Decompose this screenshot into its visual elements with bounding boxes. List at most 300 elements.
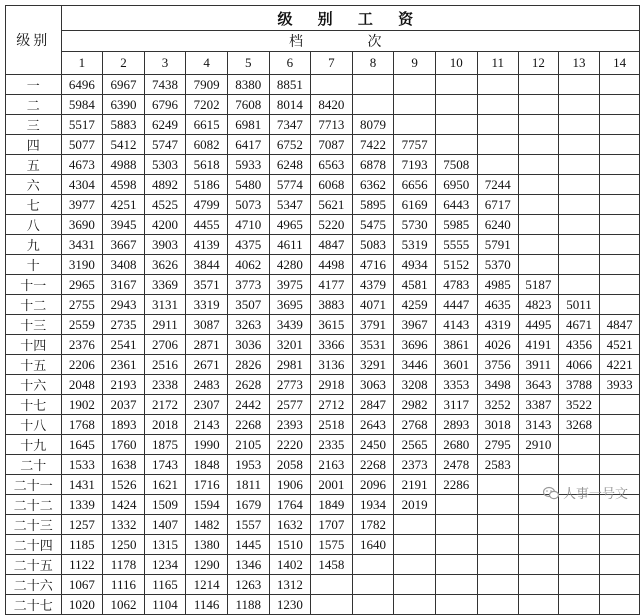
grade-label: 六 [6,175,62,195]
table-row [6,135,640,155]
salary-cell: 7202 [186,95,228,115]
table-row [6,375,640,395]
salary-cell: 6950 [435,175,477,195]
empty-cell [394,95,436,115]
empty-cell [477,555,519,575]
salary-cell: 6717 [477,195,519,215]
salary-cell: 5747 [144,135,186,155]
empty-cell [600,455,640,475]
band-header: 档 次 [61,31,639,52]
empty-cell [558,215,600,235]
salary-cell: 2286 [435,475,477,495]
salary-cell: 4671 [558,315,600,335]
wechat-icon [543,486,559,500]
empty-cell [558,455,600,475]
salary-cell: 3643 [519,375,559,395]
band-number: 12 [519,52,559,75]
empty-cell [435,595,477,615]
empty-cell [519,575,559,595]
salary-cell: 4455 [186,215,228,235]
table-row [6,415,640,435]
salary-cell: 3883 [311,295,353,315]
empty-cell [600,75,640,95]
table-row [6,295,640,315]
salary-cell: 2871 [186,335,228,355]
salary-cell: 1902 [61,395,103,415]
salary-cell: 4143 [435,315,477,335]
salary-cell: 4200 [144,215,186,235]
empty-cell [558,75,600,95]
grade-label: 二十七 [6,595,62,615]
salary-cell: 3408 [103,255,145,275]
salary-cell: 2376 [61,335,103,355]
salary-cell: 1290 [186,555,228,575]
salary-cell: 4710 [227,215,269,235]
salary-cell: 1764 [269,495,311,515]
salary-cell: 1509 [144,495,186,515]
salary-cell: 1640 [352,535,394,555]
salary-cell: 1510 [269,535,311,555]
salary-cell: 2096 [352,475,394,495]
empty-cell [352,575,394,595]
grade-label: 十九 [6,435,62,455]
salary-cell: 3431 [61,235,103,255]
salary-cell: 2893 [435,415,477,435]
empty-cell [394,535,436,555]
grade-label: 二十一 [6,475,62,495]
salary-cell: 5985 [435,215,477,235]
empty-cell [394,515,436,535]
salary-cell: 6563 [311,155,353,175]
salary-cell: 3773 [227,275,269,295]
salary-cell: 3131 [144,295,186,315]
salary-cell: 1332 [103,515,145,535]
grade-label: 十三 [6,315,62,335]
salary-cell: 4356 [558,335,600,355]
salary-cell: 3788 [558,375,600,395]
empty-cell [394,555,436,575]
salary-cell: 1557 [227,515,269,535]
salary-cell: 5370 [477,255,519,275]
salary-cell: 3626 [144,255,186,275]
empty-cell [519,555,559,575]
salary-cell: 2193 [103,375,145,395]
table-row [6,575,640,595]
salary-cell: 1250 [103,535,145,555]
salary-cell: 4823 [519,295,559,315]
salary-cell: 1263 [227,575,269,595]
salary-cell: 3756 [477,355,519,375]
band-number: 3 [144,52,186,75]
salary-cell: 2918 [311,375,353,395]
empty-cell [477,535,519,555]
empty-cell [600,575,640,595]
empty-cell [477,115,519,135]
salary-cell: 5895 [352,195,394,215]
salary-cell: 1312 [269,575,311,595]
salary-cell: 6967 [103,75,145,95]
salary-cell: 7438 [144,75,186,95]
salary-cell: 5083 [352,235,394,255]
empty-cell [352,75,394,95]
salary-cell: 5475 [352,215,394,235]
grade-label: 二 [6,95,62,115]
empty-cell [519,75,559,95]
empty-cell [600,195,640,215]
salary-cell: 2541 [103,335,145,355]
salary-cell: 3018 [477,415,519,435]
salary-cell: 1811 [227,475,269,495]
empty-cell [558,575,600,595]
salary-cell: 2163 [311,455,353,475]
grade-label: 十六 [6,375,62,395]
salary-cell: 2206 [61,355,103,375]
salary-cell: 1482 [186,515,228,535]
grade-label: 十四 [6,335,62,355]
empty-cell [352,95,394,115]
salary-cell: 3353 [435,375,477,395]
salary-cell: 1165 [144,575,186,595]
salary-cell: 3531 [352,335,394,355]
salary-cell: 2943 [103,295,145,315]
empty-cell [519,175,559,195]
table-row [6,595,640,615]
empty-cell [558,595,600,615]
empty-cell [600,415,640,435]
salary-cell: 1526 [103,475,145,495]
salary-cell: 3036 [227,335,269,355]
salary-cell: 2910 [519,435,559,455]
salary-cell: 3696 [394,335,436,355]
salary-cell: 7244 [477,175,519,195]
grade-label: 七 [6,195,62,215]
empty-cell [558,95,600,115]
empty-cell [600,595,640,615]
salary-cell: 4379 [352,275,394,295]
salary-cell: 4985 [477,275,519,295]
salary-cell: 1638 [103,455,145,475]
empty-cell [477,575,519,595]
salary-cell: 2478 [435,455,477,475]
salary-cell: 2268 [352,455,394,475]
band-number: 14 [600,52,640,75]
salary-cell: 4498 [311,255,353,275]
band-number: 11 [477,52,519,75]
band-number: 7 [311,52,353,75]
salary-cell: 4026 [477,335,519,355]
salary-cell: 5011 [558,295,600,315]
salary-cell: 2643 [352,415,394,435]
salary-cell: 2373 [394,455,436,475]
empty-cell [477,515,519,535]
empty-cell [477,475,519,495]
empty-cell [600,295,640,315]
salary-cell: 6878 [352,155,394,175]
empty-cell [600,435,640,455]
empty-cell [600,115,640,135]
salary-cell: 7909 [186,75,228,95]
salary-cell: 2735 [103,315,145,335]
table-row [6,515,640,535]
table-row [6,315,640,335]
salary-cell: 5933 [227,155,269,175]
salary-cell: 1990 [186,435,228,455]
table-row [6,255,640,275]
table-title: 级 别 工 资 [61,6,639,31]
salary-cell: 7508 [435,155,477,175]
salary-cell: 1146 [186,595,228,615]
salary-cell: 2565 [394,435,436,455]
empty-cell [600,255,640,275]
salary-cell: 1346 [227,555,269,575]
salary-cell: 2516 [144,355,186,375]
salary-cell: 1188 [227,595,269,615]
empty-cell [558,155,600,175]
empty-cell [558,555,600,575]
grade-label: 二十六 [6,575,62,595]
salary-cell: 4071 [352,295,394,315]
salary-cell: 5412 [103,135,145,155]
grade-label: 十二 [6,295,62,315]
salary-cell: 3143 [519,415,559,435]
empty-cell [600,515,640,535]
empty-cell [519,135,559,155]
salary-cell: 3136 [311,355,353,375]
salary-cell: 5186 [186,175,228,195]
empty-cell [600,235,640,255]
salary-cell: 6068 [311,175,353,195]
empty-cell [519,535,559,555]
empty-cell [519,235,559,255]
table-row [6,215,640,235]
empty-cell [311,575,353,595]
salary-cell: 1230 [269,595,311,615]
empty-cell [558,135,600,155]
salary-cell: 7608 [227,95,269,115]
salary-cell: 2826 [227,355,269,375]
empty-cell [435,135,477,155]
salary-cell: 2755 [61,295,103,315]
salary-cell: 1380 [186,535,228,555]
empty-cell [394,115,436,135]
salary-cell: 2307 [186,395,228,415]
salary-cell: 3903 [144,235,186,255]
salary-cell: 7422 [352,135,394,155]
salary-cell: 8380 [227,75,269,95]
salary-cell: 2172 [144,395,186,415]
empty-cell [558,275,600,295]
salary-cell: 2268 [227,415,269,435]
salary-cell: 3695 [269,295,311,315]
salary-cell: 4635 [477,295,519,315]
empty-cell [435,515,477,535]
grade-label: 二十 [6,455,62,475]
salary-cell: 3975 [269,275,311,295]
grade-label: 二十三 [6,515,62,535]
salary-cell: 1402 [269,555,311,575]
salary-cell: 1431 [61,475,103,495]
salary-cell: 6496 [61,75,103,95]
salary-cell: 5984 [61,95,103,115]
salary-cell: 1178 [103,555,145,575]
band-number: 10 [435,52,477,75]
salary-cell: 3861 [435,335,477,355]
salary-cell: 1257 [61,515,103,535]
empty-cell [519,195,559,215]
salary-cell: 3366 [311,335,353,355]
salary-cell: 2706 [144,335,186,355]
table-row [6,75,640,95]
salary-cell: 4847 [600,315,640,335]
salary-cell: 1407 [144,515,186,535]
empty-cell [519,215,559,235]
grade-label: 三 [6,115,62,135]
salary-cell: 2577 [269,395,311,415]
salary-cell: 1062 [103,595,145,615]
empty-cell [394,595,436,615]
salary-cell: 3387 [519,395,559,415]
salary-cell: 7757 [394,135,436,155]
salary-cell: 3977 [61,195,103,215]
salary-cell: 2559 [61,315,103,335]
salary-cell: 1768 [61,415,103,435]
empty-cell [519,255,559,275]
salary-cell: 1760 [103,435,145,455]
grade-label: 九 [6,235,62,255]
empty-cell [477,95,519,115]
salary-cell: 4598 [103,175,145,195]
salary-cell: 6240 [477,215,519,235]
salary-cell: 3201 [269,335,311,355]
salary-cell: 2143 [186,415,228,435]
salary-cell: 3571 [186,275,228,295]
salary-cell: 7193 [394,155,436,175]
salary-cell: 3319 [186,295,228,315]
salary-cell: 2450 [352,435,394,455]
band-number-row [6,52,640,75]
salary-cell: 3667 [103,235,145,255]
salary-cell: 2981 [269,355,311,375]
salary-cell: 4495 [519,315,559,335]
salary-cell: 1716 [186,475,228,495]
salary-cell: 5791 [477,235,519,255]
salary-cell: 5073 [227,195,269,215]
salary-cell: 1743 [144,455,186,475]
salary-cell: 6615 [186,115,228,135]
salary-cell: 1533 [61,455,103,475]
salary-cell: 3844 [186,255,228,275]
salary-cell: 2982 [394,395,436,415]
salary-cell: 6248 [269,155,311,175]
salary-cell: 2338 [144,375,186,395]
empty-cell [600,155,640,175]
salary-cell: 2361 [103,355,145,375]
empty-cell [519,95,559,115]
table-row [6,355,640,375]
salary-cell: 1185 [61,535,103,555]
salary-cell: 6656 [394,175,436,195]
salary-cell: 4525 [144,195,186,215]
table-row [6,455,640,475]
salary-cell: 1575 [311,535,353,555]
table-row [6,395,640,415]
salary-cell: 1594 [186,495,228,515]
salary-cell: 1848 [186,455,228,475]
empty-cell [558,115,600,135]
salary-cell: 1782 [352,515,394,535]
table-row [6,535,640,555]
salary-cell: 3208 [394,375,436,395]
salary-cell: 1707 [311,515,353,535]
salary-cell: 3601 [435,355,477,375]
salary-cell: 3498 [477,375,519,395]
salary-cell: 5555 [435,235,477,255]
salary-cell: 4892 [144,175,186,195]
salary-cell: 4783 [435,275,477,295]
salary-cell: 4716 [352,255,394,275]
salary-cell: 4280 [269,255,311,275]
salary-cell: 2680 [435,435,477,455]
salary-cell: 3933 [600,375,640,395]
salary-cell: 2105 [227,435,269,455]
salary-cell: 1458 [311,555,353,575]
salary-cell: 3522 [558,395,600,415]
empty-cell [477,595,519,615]
salary-cell: 5077 [61,135,103,155]
salary-cell: 5730 [394,215,436,235]
empty-cell [435,115,477,135]
grade-label: 十五 [6,355,62,375]
empty-cell [435,95,477,115]
salary-cell: 8420 [311,95,353,115]
salary-cell: 1893 [103,415,145,435]
salary-cell: 4259 [394,295,436,315]
empty-cell [519,115,559,135]
grade-header: 级别 [6,6,62,75]
salary-cell: 2048 [61,375,103,395]
salary-cell: 6169 [394,195,436,215]
salary-cell: 6752 [269,135,311,155]
salary-cell: 3615 [311,315,353,335]
salary-cell: 4988 [103,155,145,175]
salary-cell: 3791 [352,315,394,335]
table-row [6,95,640,115]
salary-cell: 5517 [61,115,103,135]
salary-cell: 4611 [269,235,311,255]
salary-cell: 2442 [227,395,269,415]
empty-cell [558,195,600,215]
empty-cell [600,95,640,115]
grade-label: 八 [6,215,62,235]
salary-cell: 1116 [103,575,145,595]
salary-cell: 2335 [311,435,353,455]
salary-cell: 5774 [269,175,311,195]
watermark-text: 人事一号文 [562,487,628,502]
salary-cell: 5152 [435,255,477,275]
salary-cell: 5347 [269,195,311,215]
band-number: 6 [269,52,311,75]
empty-cell [394,75,436,95]
salary-cell: 5883 [103,115,145,135]
salary-cell: 5303 [144,155,186,175]
salary-cell: 6082 [186,135,228,155]
empty-cell [600,535,640,555]
salary-cell: 7087 [311,135,353,155]
table-row [6,435,640,455]
empty-cell [519,155,559,175]
empty-cell [519,455,559,475]
salary-cell: 4581 [394,275,436,295]
